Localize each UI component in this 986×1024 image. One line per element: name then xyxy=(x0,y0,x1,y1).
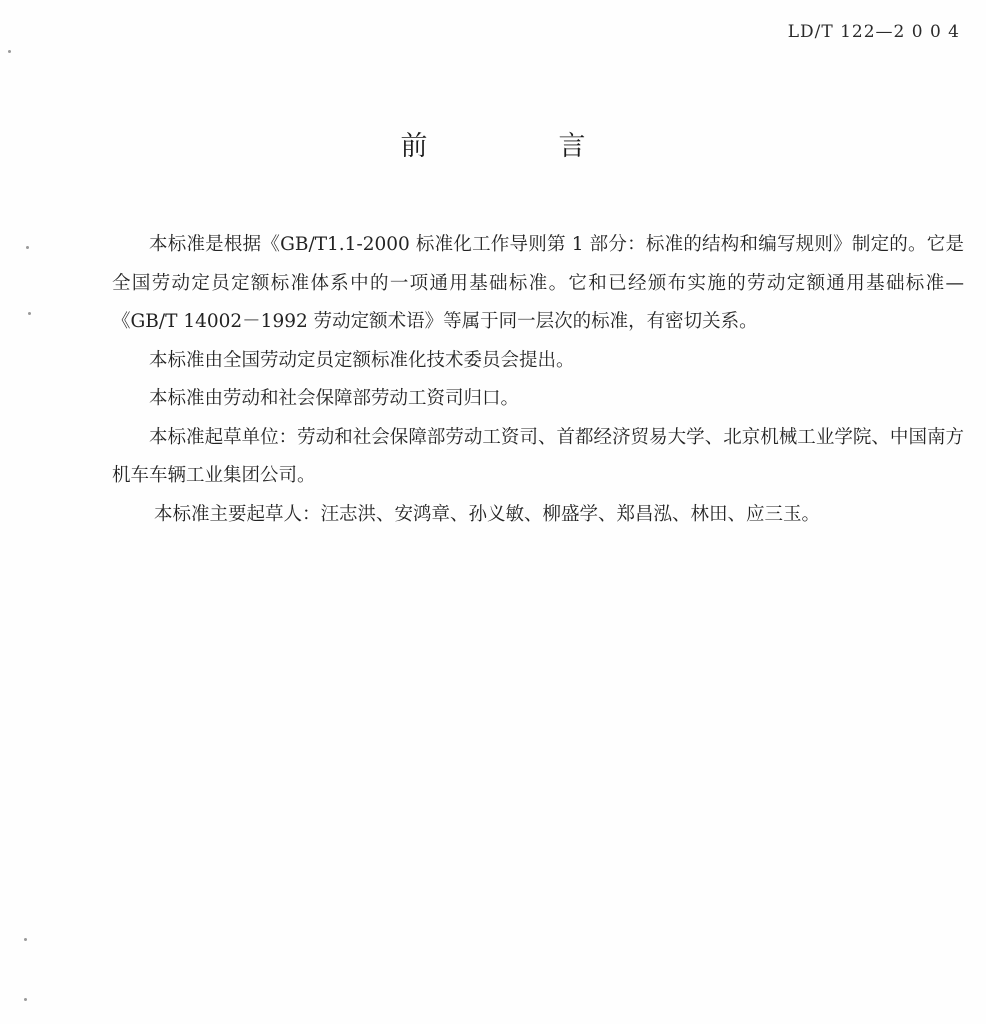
page-title: 前 言 xyxy=(400,131,638,162)
paragraph-administrator: 本标准由劳动和社会保障部劳动工资司归口。 xyxy=(149,388,520,409)
scan-speck xyxy=(24,938,27,941)
foreword-body xyxy=(112,226,964,534)
scan-speck xyxy=(26,246,29,249)
scan-speck xyxy=(24,998,27,1001)
paragraph-drafters: 本标准主要起草人：汪志洪、安鸿章、孙义敏、柳盛学、郑昌泓、林田、应三玉。 xyxy=(154,503,821,525)
scan-speck xyxy=(28,312,31,315)
paragraph-drafting-units: 本标准起草单位：劳动和社会保障部劳动工资司、首都经济贸易大学、北京机械工业学院、中国南方机车车辆工业集团公司。 xyxy=(112,426,964,486)
standard-code: LD/T 122—2 0 0 4 xyxy=(787,22,960,42)
paragraph-basis: 本标准是根据《GB/T1.1-2000 标准化工作导则第 1 部分：标准的结构和编写规则》制定的。它是全国劳动定员定额标准体系中的一项通用基础标准。它和已经颁布实施的劳动定额通用基础标准—《GB/T 14002－1992 劳动定额术语》等属于同一层次的标准，有密切关系。 xyxy=(112,234,964,332)
scan-speck xyxy=(8,50,11,53)
paragraph-proposer: 本标准由全国劳动定员定额标准化技术委员会提出。 xyxy=(149,349,575,371)
